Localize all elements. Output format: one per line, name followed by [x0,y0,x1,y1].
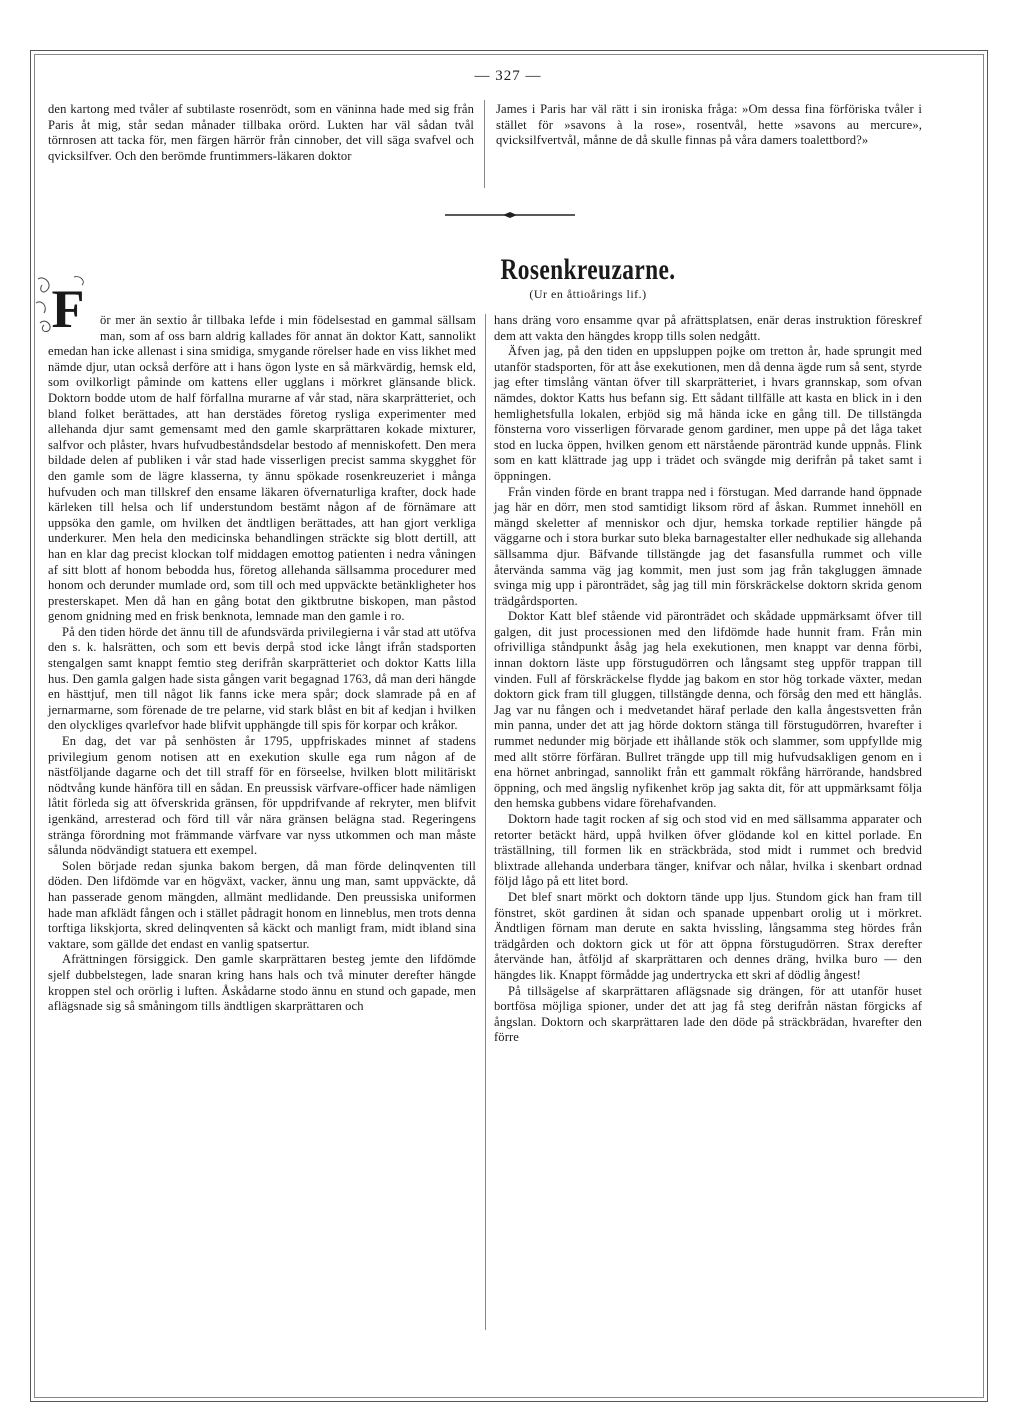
paragraph: Det blef snart mörkt och doktorn tände upp ljus. Stundom gick han fram till fönstret, sköt gardinen åt sidan och spanade uppenbart orolig ut i mörkret. Ändtligen förnam man derute en sakta hvissling, långsamma steg hördes från trädgården och doktorn gick ut för att öppna förstugudörren. Strax derefter återvände han, åtföljd af skarprättaren och dennes dräng, hvilka buro — den hängdes lik. Knappt förmådde jag undertrycka ett skri af dödlig ångest! [494,889,922,982]
article-left-column [48,279,476,1015]
paragraph: Solen började redan sjunka bakom bergen, då man förde delinqventen till döden. Den lifdömde var en högväxt, vacker, ännu ung man, samt uppväckte, då han passerade genom mängden, allmänt medlidande. Den preussiska uniformen hade man afklädt fången och i stället pådragit honom en linneblus, men trots denna torftiga likskjorta, skred delinqventen så käckt och manligt fram, midt ibland sina vaktare, som gällde det endast en vanlig spatsertur. [48,858,476,951]
paragraph: En dag, det var på senhösten år 1795, uppfriskades minnet af stadens privilegium genom notisen att en exekution skulle ega rum någon af de nästföljande dagarne och det till straff för en förseelse, hvilken blott militäriskt nödtvång kunde hänföra till en sådan. En preussisk värfvare-officer hade nämligen låtit förleda sig att öfverskrida gränsen, för uppdrifvande af rekryter, men blifvit igenkänd, arresterad och förd till vår nära gränsen belägna stad. Regeringens stränga förordning mot främmande värfvare var nyss utkommen och man måste sålunda nödvändigt statuera ett exempel. [48,734,476,858]
article-title: Rosenkreuzarne. [500,253,676,286]
article-subtitle: (Ur en åttioårings lif.) [529,287,647,301]
ornamental-initial-icon [34,273,94,335]
paragraph: Afrättningen försiggick. Den gamle skarprättaren besteg jemte den lifdömde sjelf dubbelstegen, lade snaran kring hans hals och två minuter derefter hängde kroppen stel och orörlig i luften. Åskådarne stodo ännu en stund och gapade, men aflägsnade sig så småningom tills ändtligen skarprättaren och [48,952,476,1014]
section-divider-ornament [445,210,575,220]
article-right-column [494,313,922,1046]
paragraph: Från vinden förde en brant trappa ned i förstugan. Med darrande hand öppnade jag här en dörr, men stod samtidigt liksom rörd af åskan. Rummet innehöll en mängd skeletter af menniskor och djur, hemska torkade reptilier hängde på väggarne och i stora burkar suto bleka barnagestalter eller nedhukade sig allehanda sällsamma djur. Bäfvande tillstängde jag det fasansfulla rummet och ville återvända samma väg jag kommit, men just som jag från takgluggen ämnade svinga mig upp i päronträdet, såg jag till min förskräckelse doktorn skrida genom trädgårdsporten. [494,484,922,608]
paragraph: Doktorn hade tagit rocken af sig och stod vid en med sällsamma apparater och retorter betäckt härd, uppå hvilken öfver glödande kol en kittel porlade. En träställning, till formen lik en sträckbräda, stod midt i rummet och bredvid blixtrade allehanda underbara tänger, knifvar och nålar, hvilka i skenbart ordnad följd lågo på ett litet bord. [494,812,922,889]
paragraph: Äfven jag, på den tiden en uppsluppen pojke om tretton år, hade sprungit med utanför stadsporten, för att åse exekutionen, men då denna ägde rum så sent, styrde jag efter timslång väntan öfver till skarprätteriet, i hvars grannskap, som ofvan nämdes, doktor Katts hus befann sig. Ett sådant tillfälle att kasta en blick in i den hemlighetsfulla lokalen, erbjöd sig må hända icke en gång till. De tillstängda fönsterna voro visserligen förvarade genom gardiner, men uppe på det låga taket stod en lucka öppen, hvilken genom ett närstående päronträd kunde uppnås. Flink som en katt klättrade jag upp i trädet och svängde mig derifrån på taket samt i öppningen. [494,344,922,483]
top-left-column [48,102,474,164]
top-left-text: den kartong med tvåler af subtilaste rosenrödt, som en väninna hade med sig från Paris åt mig, står sedan månader tillbaka orörd. Lukten har väl sådan tvål törnrosen att tacka för, men färgen härrör från cinnober, det vill säga svafvel och qvicksilfver. Och den berömde fruntimmers-läkaren doktor [48,102,474,163]
dropcap-letter: F [51,279,85,335]
top-right-column [496,102,922,149]
column-rule-top [484,100,485,188]
paragraph: På den tiden hörde det ännu till de afundsvärda privilegierna i vår stad att utöfva den s. k. halsrätten, och som ett bevis derpå stod icke långt ifrån stadsporten stengalgen samt knappt femtio steg derifrån skarprätteriet och doktor Katts lilla hus. Den gamla galgen hade sista gången varit begagnad 1763, då man deri hängde en hästtjuf, men till något lik fanns icke mera spår; dock slamrade på en af jernarmarne, som förenade de tre pelarne, vid stark blåst en bit af kedjan i hvilken den olyckliges qvarlefvor hade blifvit upphängde till spis för korpar och kråkor. [48,624,476,733]
paragraph: ör mer än sextio år tillbaka lefde i min födelsestad en gammal sällsam man, som af oss barn aldrig kallades för annat än doktor Katt, sannolikt emedan han icke allenast i sina smidiga, smygande rörelser hade en viss likhet med nämde djur, utan också derföre att i hans ögon lyste en så märkvärdig, hemsk eld, som ovilkorligt påminde om kattens eller ugglans i mörkret glänsande blick. Doktorn bodde utom de half förfallna murarne af vår stad, nära skarprätteriet, och bland folket berättades, att han derstädes företog rysliga experimenter med allehanda djur samt gemensamt med den gamle skarprättaren kokade mixturer, salfvor och plåster, hvars hufvudbeståndsdelar bestodo af menniskofett. Den mera bildade delen af publiken i vår stad hade visserligen precist samma skygghet för den gamle som de lägre klasserna, ty ännu spökade rosenkreuzeriet i många hufvuden och man tillskref den ensame läkaren öfvernaturliga krafter, dock hade kärleken till helsa och lif understundom bestämt någon af de förnämare att uppsöka den gamle, om hvilken det ändtligen berättades, att han gjort verkliga underkurer. Men hela den medicinska behandlingen sträckte sig blott dertill, att han en klar dag precist klockan tolf middagen emottog patienten i nedra våningen af sitt blott af honom bebodda hus, företog allehanda sällsamma procedurer med honom och derunder mumlade ord, som till och med uppväckte betänkligheter hos presterskapet. Men då han en gång botat den giktbrutne biskopen, man påstod genom gnidning med en frisk benknota, lemnade man den gamle i ro. [48,313,476,624]
column-rule-body [485,314,486,1330]
page-number: — 327 — [474,68,542,84]
paragraph: Doktor Katt blef stående vid päronträdet och skådade uppmärksamt öfver till galgen, dit just processionen med den lifdömde hade hunnit fram. Från min ofrivilliga ståndpunkt åsåg jag hela exekutionen, men knappt var denna förbi, innan doktorn läste upp förstugudörren och långsamt steg uppför trappan till vinden. Full af förskräckelse flydde jag bakom en stor hög torkade växter, medan doktorn gick fram till gluggen, tillstängde denna, och försåg den med ett hänglås. Jag var nu fången och i medvetandet häraf perlade den kalla ångestsvetten från min panna, under det att jag hörde doktorn stänga till förstugudörren, hvarefter i rummet nedunder mig började ett ihållande stök och slammer, som uppfyllde mig med allt större förfäran. Bullret trängde upp till mig hufvudsakligen genom en i ena hörnet anbringad, sannolikt från ett gammalt rökfång härrörande, handsbred öppning, och med ängslig nyfikenhet kröp jag sakta dit, för att uppmärksamt följa den hemska gubbens vidare förehafvanden. [494,609,922,811]
top-right-text: James i Paris har väl rätt i sin ironiska fråga: »Om dessa fina förföriska tvåler i stället för »savons à la rose», rosentvål, hette »savons au mercure», qvicksilfvertvål, månne de då skulle finnas på våra damers toalettbord?» [496,102,922,148]
paragraph: På tillsägelse af skarprättaren aflägsnade sig drängen, för att utanför huset bortfösa möjliga spioner, under det att jag få steg derifrån nästan förgicks af ångslan. Doktorn och skarprättaren lade den döde på sträckbrädan, hvarefter den förre [494,983,922,1045]
paragraph: hans dräng voro ensamme qvar på afrättsplatsen, enär deras instruktion föreskref dem att vakta den hängdes kropp tills solen nedgått. [494,313,922,343]
